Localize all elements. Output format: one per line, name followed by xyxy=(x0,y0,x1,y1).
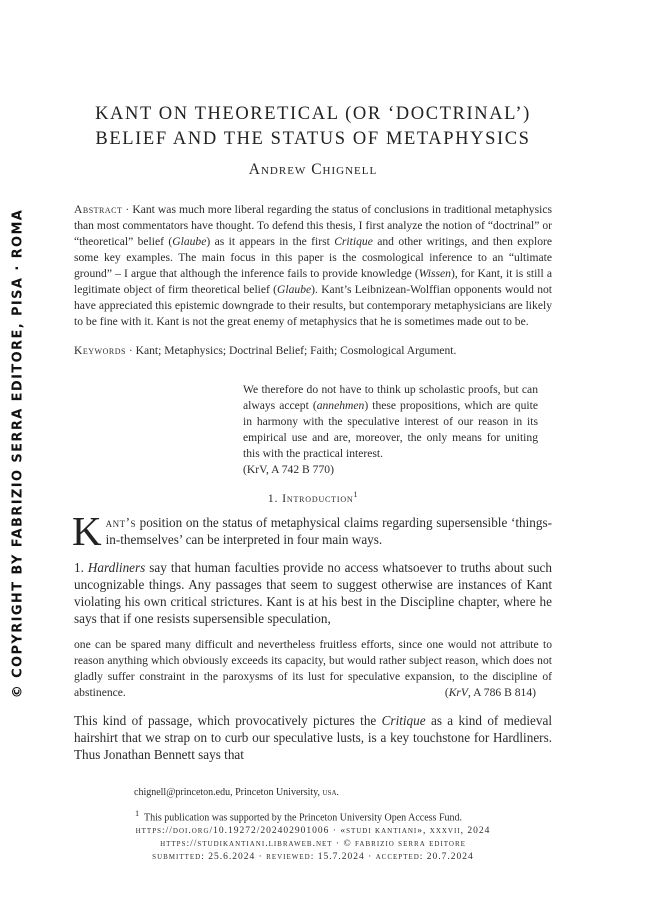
intro-smallcaps: ant’s xyxy=(105,515,137,530)
author-contact xyxy=(134,785,552,801)
epigraph-citation: (KrV, A 742 B 770) xyxy=(243,463,334,476)
doi-line[interactable]: https://doi.org/10.19272/202402901006 · «studi kantiani», xxxvii, 2024 xyxy=(135,826,491,836)
keywords-label: Keywords xyxy=(74,344,126,357)
publication-metadata xyxy=(74,825,552,864)
website-line[interactable]: https://studikantiani.libraweb.net · © fabrizio serra editore xyxy=(160,839,466,849)
abstract-italic-2: Critique xyxy=(334,235,373,248)
abstract-italic-1: Glaube xyxy=(172,235,207,248)
critique-italic: Critique xyxy=(381,713,426,728)
block-quote: one can be spared many difficult and nevertheless fruitless efforts, since one would not attribute to reason anything which obviously exceeds its capacity, but would rather subject reason, which does not gladly suffer constraint in the paroxysms of its lust for speculative expansion, to the discipline of abstinence. xyxy=(74,638,552,699)
copyright-text: © COPYRIGHT BY FABRIZIO SERRA EDITORE, PISA · ROMA xyxy=(10,208,26,698)
abstract-text-3: and other writings, and then explore some key examples. The main focus in this paper is the cosmological inference to an “ultimate ground” – I argue that although the inference fails to provide knowledge ( xyxy=(74,235,552,280)
dates-line: submitted: 25.6.2024 · reviewed: 15.7.2024 · accepted: 20.7.2024 xyxy=(152,852,474,862)
copyright-sidebar xyxy=(4,208,32,698)
abstract xyxy=(74,202,552,330)
keywords-separator: · xyxy=(125,344,136,357)
abstract-italic-4: Glaube xyxy=(277,283,312,296)
intro-text: position on the status of metaphysical claims regarding supersensible ‘things-in-themselves’ can be interpreted in four main ways. xyxy=(105,515,552,547)
keywords-text: Kant; Metaphysics; Doctrinal Belief; Faith; Cosmological Argument. xyxy=(135,344,457,357)
abstract-text-4: ), for Kant, it is still a legitimate object of firm theoretical belief ( xyxy=(74,267,552,296)
keywords xyxy=(74,343,552,359)
article-title xyxy=(74,102,552,152)
hardliners-term: Hardliners xyxy=(87,560,146,575)
paragraph-hairshirt-text-1: This kind of passage, which provocatively pictures the xyxy=(74,713,382,728)
footnote-ref-1[interactable]: 1 xyxy=(353,490,359,499)
paragraph-hardliners xyxy=(74,559,552,627)
author-country: usa. xyxy=(322,788,339,798)
paragraph-hairshirt-text-2: as a kind of medieval hairshirt that we strap on to curb our speculative lusts, is a key touchstone for Hardliners. Thus Jonathan Bennett says that xyxy=(74,713,552,762)
intro-paragraph xyxy=(72,508,552,554)
paragraph-hardliners-text: say that human faculties provide no access whatsoever to truths about such uncognizable things. Any passages that seem to suggest otherwise are instances of Kant violating his own critical strictures. Kant is at his best in the Discipline chapter, where he says that if one resists supersensible speculation, xyxy=(74,560,553,626)
footnote-1-text: This publication was supported by the Princeton University Open Access Fund. xyxy=(144,812,463,824)
footnote-mark: 1 xyxy=(135,809,140,818)
abstract-label: Abstract xyxy=(74,203,123,216)
footnote-1 xyxy=(134,806,552,825)
title-line-2: BELIEF AND THE STATUS OF METAPHYSICS xyxy=(95,129,531,149)
abstract-italic-3: Wissen xyxy=(418,267,451,280)
article-author: Andrew Chignell xyxy=(248,161,378,178)
abstract-text-2: ) as it appears in the first xyxy=(206,235,335,248)
author-contact-text: chignell@princeton.edu, Princeton University, xyxy=(134,787,323,798)
epigraph-text-1: We therefore do not have to think up scholastic proofs, but can always accept ( xyxy=(243,383,538,412)
paragraph-hairshirt xyxy=(74,712,552,763)
section-heading xyxy=(74,490,552,506)
section-heading-text: 1. Introduction xyxy=(267,491,354,505)
epigraph xyxy=(243,382,538,478)
epigraph-italic: annehmen xyxy=(316,399,365,412)
citation-italic: KrV xyxy=(448,686,469,699)
block-quote-citation: (KrV, A 786 B 814) xyxy=(444,686,536,699)
paragraph-number: 1. xyxy=(74,560,88,575)
abstract-text-5: ). Kant’s Leibnizean-Wolffian opponents would not have appreciated this epistemic downgrade to their results, but contemporary metaphysicians are likely to be fine with it. Kant is not the great enemy of metaphysics that he is sometimes made out to be. xyxy=(74,283,553,328)
footnotes xyxy=(134,785,552,825)
citation-text: , A 786 B 814 xyxy=(468,686,533,699)
abstract-separator: · xyxy=(122,203,133,216)
title-line-1: KANT ON THEORETICAL (OR ‘DOCTRINAL’) xyxy=(95,104,531,124)
abstract-text-1: Kant was much more liberal regarding the status of conclusions in traditional metaphysics than most commentators have thought. To defend this thesis, I first analyze the notion of “doctrinal” or “theoretical” belief ( xyxy=(74,203,552,248)
drop-cap: K xyxy=(72,508,102,554)
epigraph-text-2: ) these propositions, which are quite in harmony with the speculative interest of our reason in its empirical use and are, moreover, the only means for uniting this with the practical interest. xyxy=(243,399,538,460)
